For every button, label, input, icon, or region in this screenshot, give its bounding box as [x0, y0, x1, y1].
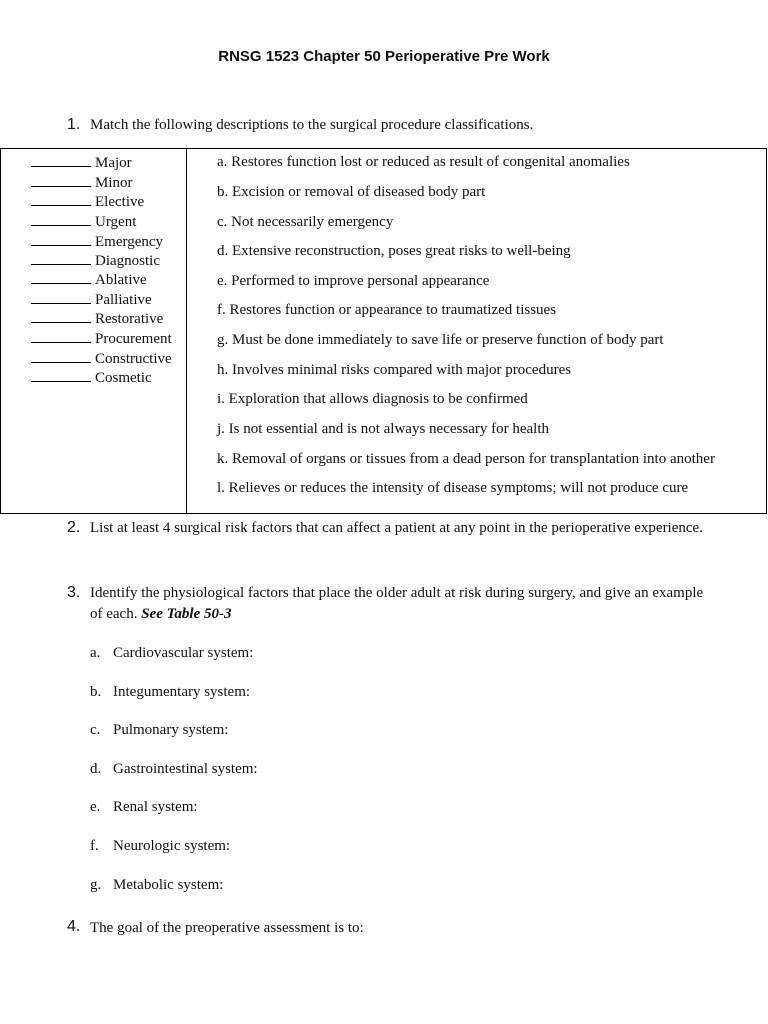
question-4-text: The goal of the preoperative assessment is to:: [90, 920, 364, 936]
description-item: g. Must be done immediately to save life or preserve function of body part: [217, 332, 664, 348]
classification-item: Ablative: [31, 270, 147, 290]
answer-blank[interactable]: [31, 251, 91, 265]
classification-item: Constructive: [31, 349, 172, 369]
system-letter: e.: [90, 799, 101, 815]
answer-blank[interactable]: [31, 290, 91, 304]
system-label: Gastrointestinal system:: [113, 761, 258, 777]
question-3-number: 3.: [67, 584, 81, 601]
system-letter: a.: [90, 645, 101, 661]
classification-item: Minor: [31, 173, 133, 193]
system-letter: c.: [90, 722, 101, 738]
matching-table: [0, 148, 767, 514]
system-label: Integumentary system:: [113, 684, 251, 700]
question-3-text: [90, 583, 730, 625]
question-3-line-1: Identify the physiological factors that place the older adult at risk during surgery, and give an example: [90, 585, 704, 601]
system-label: Pulmonary system:: [113, 722, 229, 738]
system-label: Renal system:: [113, 799, 198, 815]
system-label: Cardiovascular system:: [113, 645, 254, 661]
description-item: d. Extensive reconstruction, poses great risks to well-being: [217, 243, 571, 259]
system-letter: b.: [90, 684, 102, 700]
answer-blank[interactable]: [31, 212, 91, 226]
table-reference: See Table 50-3: [141, 606, 232, 622]
question-1-number: 1.: [67, 116, 81, 133]
classification-column: [1, 149, 187, 513]
description-item: j. Is not essential and is not always necessary for health: [217, 421, 549, 437]
page-title: RNSG 1523 Chapter 50 Perioperative Pre Work: [218, 48, 550, 65]
question-2-text: List at least 4 surgical risk factors that can affect a patient at any point in the perioperative experience.: [90, 520, 703, 536]
answer-blank[interactable]: [31, 270, 91, 284]
description-item: l. Relieves or reduces the intensity of disease symptoms; will not produce cure: [217, 480, 689, 496]
description-item: b. Excision or removal of diseased body part: [217, 184, 486, 200]
description-item: c. Not necessarily emergency: [217, 214, 394, 230]
question-2-number: 2.: [67, 519, 81, 536]
classification-item: Major: [31, 153, 132, 173]
description-item: k. Removal of organs or tissues from a dead person for transplantation into another: [217, 451, 715, 467]
classification-item: Palliative: [31, 290, 152, 310]
description-item: i. Exploration that allows diagnosis to be confirmed: [217, 391, 528, 407]
question-1-text: Match the following descriptions to the surgical procedure classifications.: [90, 117, 534, 133]
answer-blank[interactable]: [31, 368, 91, 382]
system-label: Metabolic system:: [113, 877, 224, 893]
question-4-number: 4.: [67, 918, 81, 935]
classification-item: Diagnostic: [31, 251, 160, 271]
description-item: h. Involves minimal risks compared with major procedures: [217, 362, 572, 378]
answer-blank[interactable]: [31, 192, 91, 206]
classification-item: Cosmetic: [31, 368, 152, 388]
answer-blank[interactable]: [31, 232, 91, 246]
classification-item: Procurement: [31, 329, 172, 349]
description-item: e. Performed to improve personal appearance: [217, 273, 490, 289]
classification-item: Restorative: [31, 309, 163, 329]
answer-blank[interactable]: [31, 309, 91, 323]
answer-blank[interactable]: [31, 153, 91, 167]
question-3-line-2: of each. See Table 50-3: [90, 606, 232, 622]
classification-item: Elective: [31, 192, 144, 212]
classification-item: Urgent: [31, 212, 136, 232]
description-item: f. Restores function or appearance to traumatized tissues: [217, 302, 557, 318]
system-label: Neurologic system:: [113, 838, 231, 854]
description-item: a. Restores function lost or reduced as result of congenital anomalies: [217, 154, 630, 170]
system-letter: d.: [90, 761, 102, 777]
answer-blank[interactable]: [31, 173, 91, 187]
system-letter: g.: [90, 877, 102, 893]
answer-blank[interactable]: [31, 329, 91, 343]
system-letter: f.: [90, 838, 99, 854]
answer-blank[interactable]: [31, 349, 91, 363]
classification-item: Emergency: [31, 232, 163, 252]
